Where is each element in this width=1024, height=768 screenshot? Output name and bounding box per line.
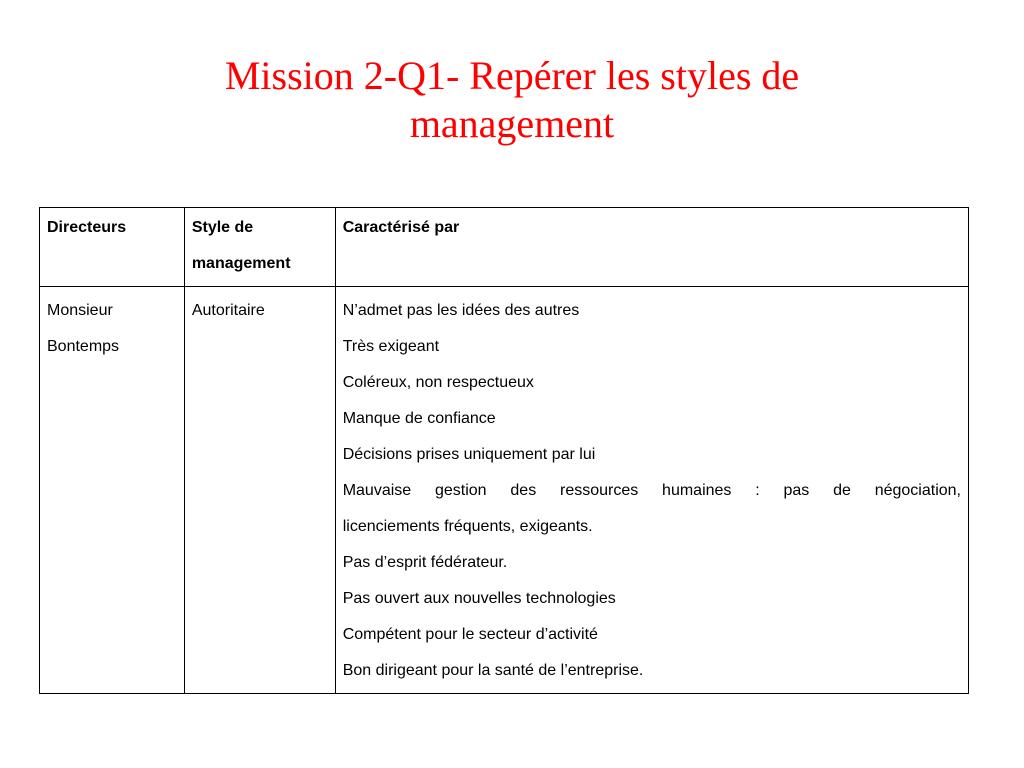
cell-style [184,287,335,694]
header-caracterise-label: Caractérisé par [342,219,460,236]
header-style [184,208,335,287]
header-directeurs-label: Directeurs [47,219,127,236]
trait-item: Manque de confiance [342,410,496,427]
director-name-line-1: Monsieur [47,302,113,319]
header-caracterise [335,208,968,287]
header-style-label-2: management [191,255,291,272]
slide-title [112,52,912,148]
title-line-2: management [409,101,615,146]
header-style-label-1: Style de [191,219,254,236]
trait-item: Bon dirigeant pour la santé de l’entreprise. [342,662,644,679]
management-styles-table [39,207,969,694]
trait-item: Pas d’esprit fédérateur. [342,554,508,571]
trait-item: Pas ouvert aux nouvelles technologies [342,590,616,607]
trait-item: Mauvaise gestion des ressources humaines : pas de négociation, [342,482,961,499]
title-line-1: Mission 2-Q1- Repérer les styles de [224,53,800,98]
director-name-line-2: Bontemps [47,338,120,355]
cell-director [40,287,185,694]
trait-item: Coléreux, non respectueux [342,374,534,391]
trait-item: Décisions prises uniquement par lui [342,446,596,463]
table-row [40,287,969,694]
table-header-row [40,208,969,287]
cell-traits [335,287,968,694]
header-directeurs [40,208,185,287]
trait-item: licenciements fréquents, exigeants. [342,518,593,535]
trait-item: N’admet pas les idées des autres [342,302,580,319]
trait-item: Très exigeant [342,338,440,355]
trait-item: Compétent pour le secteur d’activité [342,626,598,643]
style-value: Autoritaire [191,302,265,319]
